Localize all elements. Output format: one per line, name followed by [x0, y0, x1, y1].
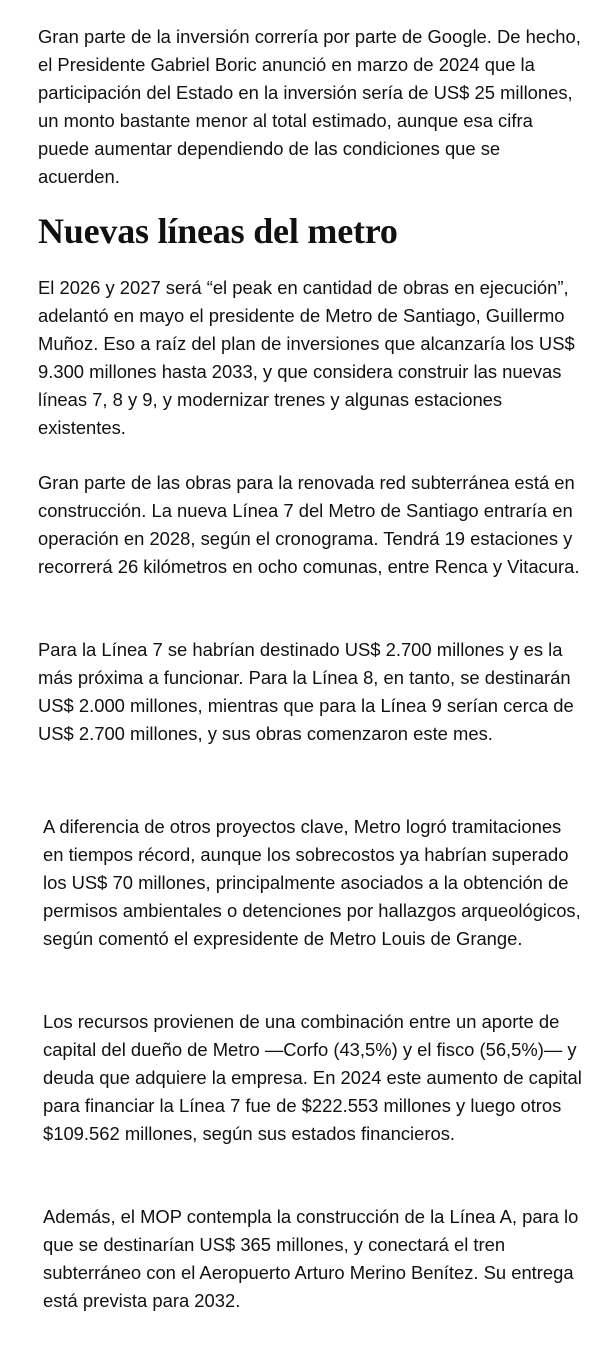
paragraph-funding-sources: Los recursos provienen de una combinación entre un aporte de capital del dueño de Metro —Corfo (43,5%) y el fisco (56,5%)— y deuda que adquiere la empresa. En 2024 este aumento de capital para financiar la Línea 7 fue de $222.553 millones y luego otros $109.562 millones, según sus estados financieros. — [43, 1011, 582, 1144]
paragraph-linea-7: Gran parte de las obras para la renovada red subterránea está en construcción. La nueva Línea 7 del Metro de Santiago entraría en operación en 2028, según el cronograma. Tendrá 19 estaciones y recorrerá 26 kilómetros en ocho comunas, entre Renca y Vitacura. — [38, 472, 580, 577]
paragraph-linea-a: Además, el MOP contempla la construcción de la Línea A, para lo que se destinarían US$ 365 millones, y conectará el tren subterráneo con el Aeropuerto Arturo Merino Benítez. Su entrega está prevista para 2032. — [43, 1206, 579, 1311]
paragraph-line-budgets: Para la Línea 7 se habrían destinado US$ 2.700 millones y es la más próxima a funcionar. Para la Línea 8, en tanto, se destinarán US$ 2.000 millones, mientras que para la Línea 9 serían cerca de US$ 2.700 millones, y sus obras comenzaron este mes. — [38, 639, 574, 744]
paragraph-google-investment: Gran parte de la inversión correría por parte de Google. De hecho, el Presidente Gabriel Boric anunció en marzo de 2024 que la participación del Estado en la inversión sería de US$ 25 millones, un monto bastante menor al total estimado, aunque esa cifra puede aumentar dependiendo de las condiciones que se acuerden. — [38, 26, 581, 187]
section-heading: Nuevas líneas del metro — [38, 211, 398, 251]
paragraph-cost-overruns: A diferencia de otros proyectos clave, Metro logró tramitaciones en tiempos récord, aunque los sobrecostos ya habrían superado los US$ 70 millones, principalmente asociados a la obtención de permisos ambientales o detenciones por hallazgos arqueológicos, según comentó el expresidente de Metro Louis de Grange. — [43, 816, 581, 949]
paragraph-metro-plan: El 2026 y 2027 será “el peak en cantidad de obras en ejecución”, adelantó en mayo el presidente de Metro de Santiago, Guillermo Muñoz. Eso a raíz del plan de inversiones que alcanzaría los US$ 9.300 millones hasta 2033, y que considera construir las nuevas líneas 7, 8 y 9, y modernizar trenes y algunas estaciones existentes. — [38, 277, 575, 438]
